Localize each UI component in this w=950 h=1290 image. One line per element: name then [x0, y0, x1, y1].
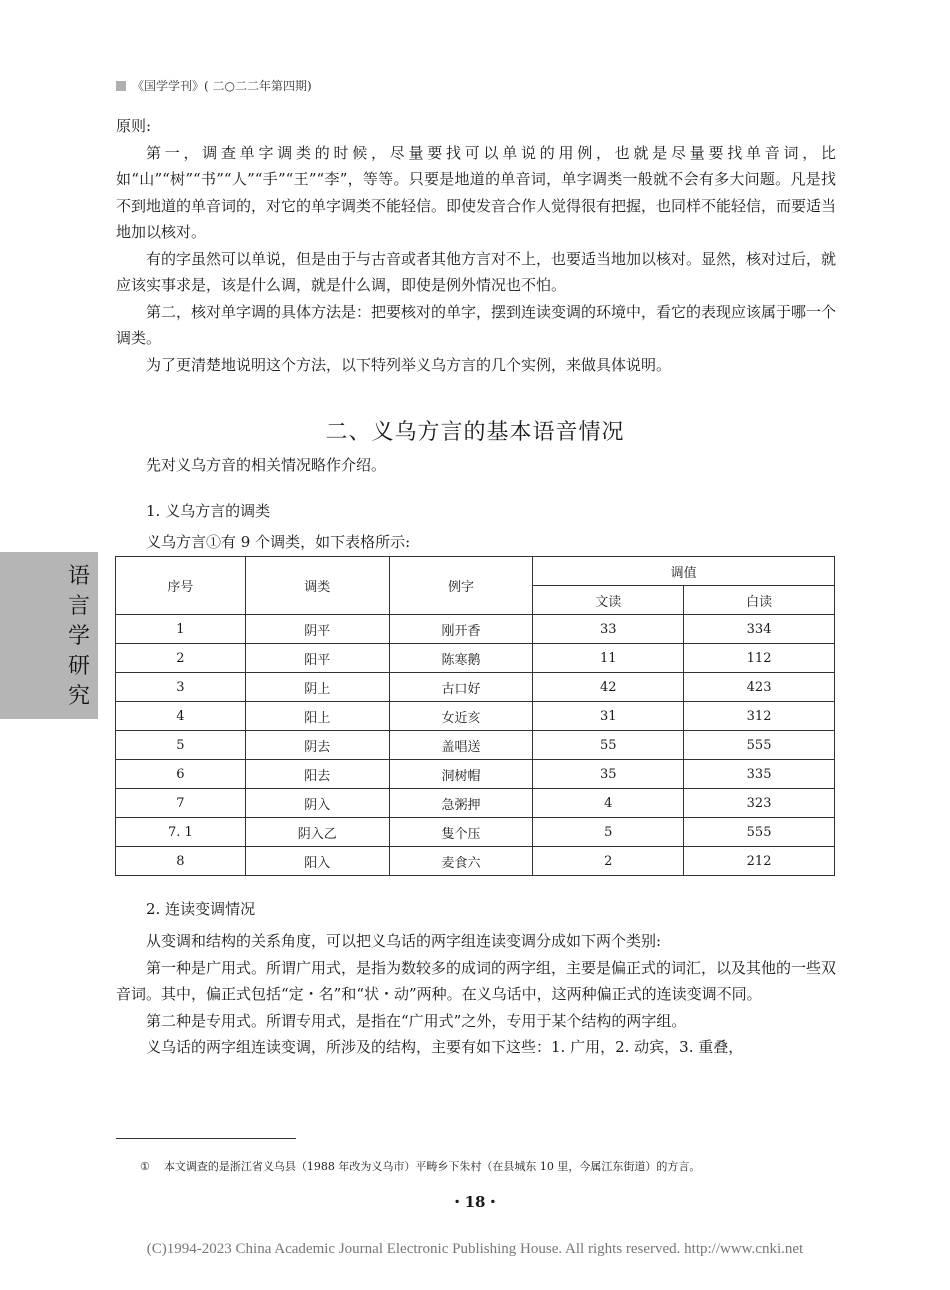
cell-literary: 55 [533, 731, 684, 760]
cell-no: 1 [116, 615, 246, 644]
table-row [116, 731, 835, 760]
footnote-divider [116, 1138, 296, 1139]
table-row [116, 818, 835, 847]
tone-table-body [116, 615, 835, 876]
cell-literary: 42 [533, 673, 684, 702]
section-heading: 二、义乌方言的基本语音情况 [325, 420, 625, 446]
table-row [116, 673, 835, 702]
header-tone-value: 调值 [533, 557, 835, 586]
header-literary: 文读 [533, 586, 684, 615]
cell-no: 8 [116, 847, 246, 876]
subheading-tone-classes: 1. 义乌方言的调类 [146, 502, 271, 520]
sidebar-char: 研 [67, 654, 90, 679]
header-colloquial: 白读 [684, 586, 835, 615]
running-header [116, 77, 312, 94]
cell-literary: 11 [533, 644, 684, 673]
cell-literary: 5 [533, 818, 684, 847]
cell-colloquial: 555 [684, 818, 835, 847]
cell-example: 陈寒鹅 [389, 644, 533, 673]
paragraph-second-rule: 第二，核对单字调的具体方法是：把要核对的单字，摆到连读变调的环境中，看它的表现应该属于哪一个调类。 [116, 302, 837, 347]
paragraph-structures: 义乌话的两字组连读变调，所涉及的结构，主要有如下这些：1. 广用，2. 动宾，3. 重叠， [146, 1038, 744, 1056]
paragraph-general-type: 第一种是广用式。所谓广用式，是指为数较多的成词的两字组，主要是偏正式的词汇，以及其他的一些双音词。其中，偏正式包括“定・名”和“状・动”两种。在义乌话中，这两种偏正式的连读变调不同。 [116, 958, 837, 1003]
header-square-icon [116, 81, 126, 91]
cell-tone: 阴入乙 [245, 818, 389, 847]
cell-example: 麦食六 [389, 847, 533, 876]
sidebar-char: 学 [67, 624, 90, 649]
cell-tone: 阳平 [245, 644, 389, 673]
cell-tone: 阴去 [245, 731, 389, 760]
paragraph-example-intro: 为了更清楚地说明这个方法，以下特列举义乌方言的几个实例，来做具体说明。 [146, 355, 672, 374]
cell-example: 刚开香 [389, 615, 533, 644]
cell-colloquial: 335 [684, 760, 835, 789]
cell-colloquial: 312 [684, 702, 835, 731]
section-intro: 先对义乌方音的相关情况略作介绍。 [146, 456, 387, 474]
table-caption: 义乌方言①有 9 个调类，如下表格所示: [146, 533, 411, 551]
cell-example: 隻个压 [389, 818, 533, 847]
cell-tone: 阴上 [245, 673, 389, 702]
table-row [116, 760, 835, 789]
later-paragraphs [116, 928, 836, 1061]
copyright-notice: (C)1994-2023 China Academic Journal Electronic Publishing House. All rights reserved. http://www.cnki.net [146, 1241, 804, 1257]
table-row [116, 702, 835, 731]
footnote-mark: ① [140, 1160, 150, 1173]
cell-tone: 阳上 [245, 702, 389, 731]
paragraph-special-type: 第二种是专用式。所谓专用式，是指在“广用式”之外，专用于某个结构的两字组。 [146, 1011, 687, 1030]
footnote-text: 本文调查的是浙江省义乌县（1988 年改为义乌市）平畴乡下朱村（在县城东 10 里，今属江东街道）的方言。 [163, 1160, 701, 1173]
cell-colloquial: 323 [684, 789, 835, 818]
sidebar-char: 言 [67, 594, 90, 619]
intro-paragraphs [116, 113, 836, 378]
cell-no: 4 [116, 702, 246, 731]
header-example: 例字 [389, 557, 533, 615]
cell-literary: 35 [533, 760, 684, 789]
cell-literary: 33 [533, 615, 684, 644]
sidebar-char: 究 [67, 684, 90, 709]
paragraph-check-note: 有的字虽然可以单说，但是由于与古音或者其他方言对不上，也要适当地加以核对。显然，核对过后，就应该实事求是，该是什么调，就是什么调，即使是例外情况也不怕。 [116, 249, 837, 294]
cell-literary: 2 [533, 847, 684, 876]
cell-example: 女近亥 [389, 702, 533, 731]
cell-colloquial: 423 [684, 673, 835, 702]
header-number: 序号 [116, 557, 246, 615]
cell-tone: 阳入 [245, 847, 389, 876]
table-row [116, 847, 835, 876]
table-row [116, 615, 835, 644]
subheading-sandhi: 2. 连读变调情况 [146, 900, 256, 918]
cell-no: 2 [116, 644, 246, 673]
cell-no: 7. 1 [116, 818, 246, 847]
cell-colloquial: 212 [684, 847, 835, 876]
cell-tone: 阴入 [245, 789, 389, 818]
paragraph-first-rule: 第一，调查单字调类的时候，尽量要找可以单说的用例，也就是尽量要找单音词，比如“山”“树”“书”“人”“手”“王”“李”，等等。只要是地道的单音词，单字调类一般就不会有多大问题。凡是找不到地道的单音词的，对它的单字调类不能轻信。即使发音合作人觉得很有把握，也同样不能轻信，而要适当地加以核对。 [116, 143, 837, 241]
cell-colloquial: 555 [684, 731, 835, 760]
journal-title: 《国学学刊》( 二○二二年第四期) [132, 79, 312, 93]
cell-colloquial: 334 [684, 615, 835, 644]
paragraph-categories: 从变调和结构的关系角度，可以把义乌话的两字组连读变调分成如下两个类别: [146, 932, 662, 950]
cell-example: 古口好 [389, 673, 533, 702]
cell-no: 3 [116, 673, 246, 702]
cell-tone: 阳去 [245, 760, 389, 789]
cell-example: 盖唱送 [389, 731, 533, 760]
cell-no: 6 [116, 760, 246, 789]
intro-line-principle: 原则: [116, 117, 152, 135]
cell-example: 急粥押 [389, 789, 533, 818]
cell-example: 洞树帽 [389, 760, 533, 789]
table-row [116, 789, 835, 818]
header-tone: 调类 [245, 557, 389, 615]
page-number: ・18・ [449, 1193, 501, 1211]
sidebar-label [64, 562, 94, 712]
cell-tone: 阴平 [245, 615, 389, 644]
tone-table [115, 556, 835, 876]
cell-colloquial: 112 [684, 644, 835, 673]
sidebar-char: 语 [67, 564, 90, 589]
cell-no: 7 [116, 789, 246, 818]
table-row [116, 644, 835, 673]
cell-no: 5 [116, 731, 246, 760]
cell-literary: 4 [533, 789, 684, 818]
footnote [140, 1158, 700, 1174]
cell-literary: 31 [533, 702, 684, 731]
